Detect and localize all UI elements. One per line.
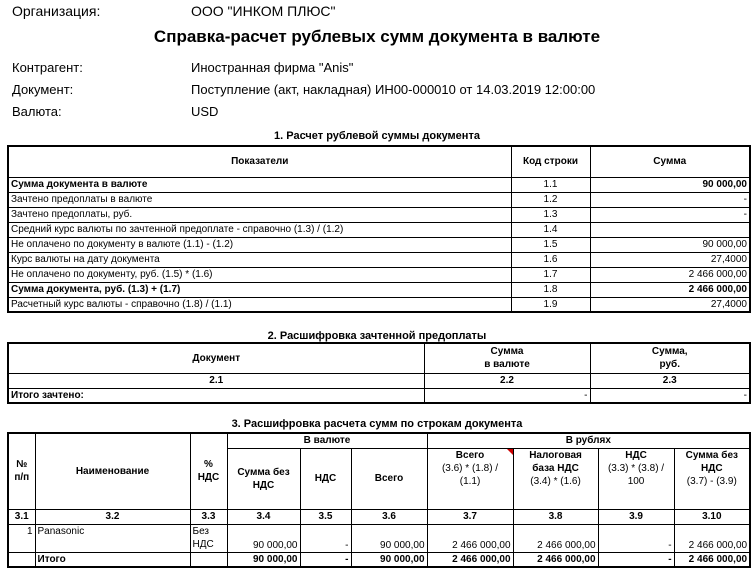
row-rub-vat: -	[598, 524, 674, 552]
code-3-4: 3.4	[227, 509, 300, 524]
group-header-rub: В рублях	[427, 433, 750, 448]
code-3-10: 3.10	[674, 509, 750, 524]
total-offset-rub: -	[590, 388, 750, 403]
total-vat-rate-cell	[190, 552, 227, 567]
col-header-document: Документ	[8, 343, 424, 373]
col-header-sum-currency	[424, 343, 590, 373]
row-indicator: Сумма документа в валюте	[8, 177, 511, 192]
code-3-3: 3.3	[190, 509, 227, 524]
col-header-rub-vat	[598, 448, 674, 509]
row-indicator: Курс валюты на дату документа	[8, 252, 511, 267]
prepayment-table	[7, 342, 751, 404]
row-indicator: Расчетный курс валюты - справочно (1.8) / (1.1)	[8, 297, 511, 312]
col-header-cur-novat	[227, 448, 300, 509]
col-header-rub-vat-l3: 100	[627, 475, 645, 487]
row-sum: -	[590, 192, 750, 207]
code-3-7: 3.7	[427, 509, 513, 524]
row-cur-vat: -	[300, 524, 351, 552]
contractor-value: Иностранная фирма "Anis"	[191, 60, 354, 75]
row-vat-rate	[190, 524, 227, 552]
lines-table	[7, 432, 751, 568]
total-rub-base: 2 466 000,00	[513, 552, 598, 567]
col-header-rub-total	[427, 448, 513, 509]
row-code: 1.3	[511, 207, 590, 222]
row-sum: 2 466 000,00	[590, 267, 750, 282]
section1-title: 1. Расчет рублевой суммы документа	[274, 130, 480, 142]
table-row	[8, 222, 750, 237]
col-header-cur-novat-l2: НДС	[252, 479, 275, 491]
col-header-name: Наименование	[35, 433, 190, 509]
col-header-rub-base-l2: база НДС	[532, 462, 579, 474]
row-sum: 90 000,00	[590, 177, 750, 192]
col-header-sum-rub-l1: Сумма,	[651, 346, 688, 358]
total-cur-total: 90 000,00	[351, 552, 427, 567]
section3-title: 3. Расшифровка расчета сумм по строкам документа	[231, 418, 523, 430]
row-indicator: Средний курс валюты по зачтенной предоплате - справочно (1.3) / (1.2)	[8, 222, 511, 237]
col-header-vat-rate-l1: %	[204, 459, 213, 471]
total-rub-total: 2 466 000,00	[427, 552, 513, 567]
table-row	[8, 252, 750, 267]
row-sum	[590, 222, 750, 237]
col-header-num-l1: №	[16, 459, 28, 471]
row-indicator: Не оплачено по документу в валюте (1.1) - (1.2)	[8, 237, 511, 252]
total-label: Итого	[35, 552, 190, 567]
code-3-8: 3.8	[513, 509, 598, 524]
row-sum: 27,4000	[590, 252, 750, 267]
col-header-sum-currency-l2: в валюте	[484, 359, 530, 371]
row-sum: 90 000,00	[590, 237, 750, 252]
code-2-3: 2.3	[590, 373, 750, 388]
row-code: 1.7	[511, 267, 590, 282]
row-code: 1.2	[511, 192, 590, 207]
col-header-rub-novat	[674, 448, 750, 509]
col-header-cur-total: Всего	[351, 448, 427, 509]
row-indicator: Зачтено предоплаты в валюте	[8, 192, 511, 207]
total-num-cell	[8, 552, 35, 567]
row-rub-novat: 2 466 000,00	[674, 524, 750, 552]
comment-marker-icon	[507, 449, 513, 455]
col-header-rub-base-l3: (3.4) * (1.6)	[530, 475, 581, 487]
contractor-label: Контрагент:	[12, 60, 83, 75]
table-row	[8, 282, 750, 297]
row-vat-rate-l1: Без	[192, 525, 209, 537]
col-header-sum: Сумма	[590, 146, 750, 177]
col-header-cur-vat: НДС	[300, 448, 351, 509]
calculation-table-body	[8, 177, 750, 312]
document-value: Поступление (акт, накладная) ИН00-000010 от 14.03.2019 12:00:00	[191, 82, 596, 97]
code-3-9: 3.9	[598, 509, 674, 524]
row-indicator: Не оплачено по документу, руб. (1.5) * (1.6)	[8, 267, 511, 282]
calculation-table	[7, 145, 751, 313]
row-name: Panasonic	[35, 524, 190, 552]
row-cur-total: 90 000,00	[351, 524, 427, 552]
org-value: ООО "ИНКОМ ПЛЮС"	[191, 3, 336, 19]
row-code: 1.9	[511, 297, 590, 312]
total-rub-vat: -	[598, 552, 674, 567]
document-label: Документ:	[12, 82, 74, 97]
row-rub-total: 2 466 000,00	[427, 524, 513, 552]
group-header-currency: В валюте	[227, 433, 427, 448]
total-row	[8, 552, 750, 567]
row-code: 1.4	[511, 222, 590, 237]
row-code: 1.8	[511, 282, 590, 297]
total-offset-label: Итого зачтено:	[8, 388, 424, 403]
total-rub-novat: 2 466 000,00	[674, 552, 750, 567]
row-code: 1.1	[511, 177, 590, 192]
col-header-vat-rate-l2: НДС	[197, 472, 220, 484]
row-code: 1.5	[511, 237, 590, 252]
row-indicator: Зачтено предоплаты, руб.	[8, 207, 511, 222]
code-3-5: 3.5	[300, 509, 351, 524]
table-row	[8, 297, 750, 312]
currency-label: Валюта:	[12, 104, 62, 119]
row-sum: 2 466 000,00	[590, 282, 750, 297]
code-2-1: 2.1	[8, 373, 424, 388]
col-header-rub-total-l1: Всего	[455, 449, 485, 461]
section2-title: 2. Расшифровка зачтенной предоплаты	[267, 330, 487, 342]
col-header-code: Код строки	[511, 146, 590, 177]
total-cur-novat: 90 000,00	[227, 552, 300, 567]
col-header-rub-vat-l1: НДС	[625, 449, 647, 461]
table-row	[8, 192, 750, 207]
row-sum: 27,4000	[590, 297, 750, 312]
col-header-rub-base-l1: Налоговая	[529, 449, 582, 461]
row-code: 1.6	[511, 252, 590, 267]
col-header-num-l2: п/п	[14, 472, 30, 484]
col-header-rub-novat-l2: НДС	[701, 462, 723, 474]
col-header-cur-novat-l1: Сумма без	[237, 466, 290, 478]
code-3-2: 3.2	[35, 509, 190, 524]
code-3-6: 3.6	[351, 509, 427, 524]
currency-value: USD	[191, 104, 219, 119]
row-indicator: Сумма документа, руб. (1.3) + (1.7)	[8, 282, 511, 297]
total-cur-vat: -	[300, 552, 351, 567]
code-3-1: 3.1	[8, 509, 35, 524]
col-header-rub-base	[513, 448, 598, 509]
table-row	[8, 237, 750, 252]
total-offset-currency: -	[424, 388, 590, 403]
page-title: Справка-расчет рублевых сумм документа в валюте	[153, 27, 601, 46]
row-vat-rate-l2: НДС	[192, 538, 214, 550]
col-header-indicators: Показатели	[8, 146, 511, 177]
code-2-2: 2.2	[424, 373, 590, 388]
col-header-sum-rub	[590, 343, 750, 373]
org-label: Организация:	[12, 3, 101, 19]
col-header-rub-novat-l3: (3.7) - (3.9)	[686, 475, 737, 487]
table-row	[8, 524, 750, 552]
table-row	[8, 207, 750, 222]
col-header-vat-rate	[190, 433, 227, 509]
col-header-sum-currency-l1: Сумма	[490, 346, 524, 358]
col-header-rub-total-l2: (3.6) * (1.8) /	[441, 462, 499, 474]
col-header-rub-vat-l2: (3.3) * (3.8) /	[607, 462, 665, 474]
col-header-rub-total-l3: (1.1)	[459, 475, 481, 487]
row-num: 1	[8, 524, 35, 552]
table-row	[8, 267, 750, 282]
row-cur-novat: 90 000,00	[227, 524, 300, 552]
col-header-rub-novat-l1: Сумма без	[685, 449, 738, 461]
row-rub-base: 2 466 000,00	[513, 524, 598, 552]
table-row	[8, 177, 750, 192]
row-sum: -	[590, 207, 750, 222]
col-header-sum-rub-l2: руб.	[659, 359, 680, 371]
col-header-num	[8, 433, 35, 509]
